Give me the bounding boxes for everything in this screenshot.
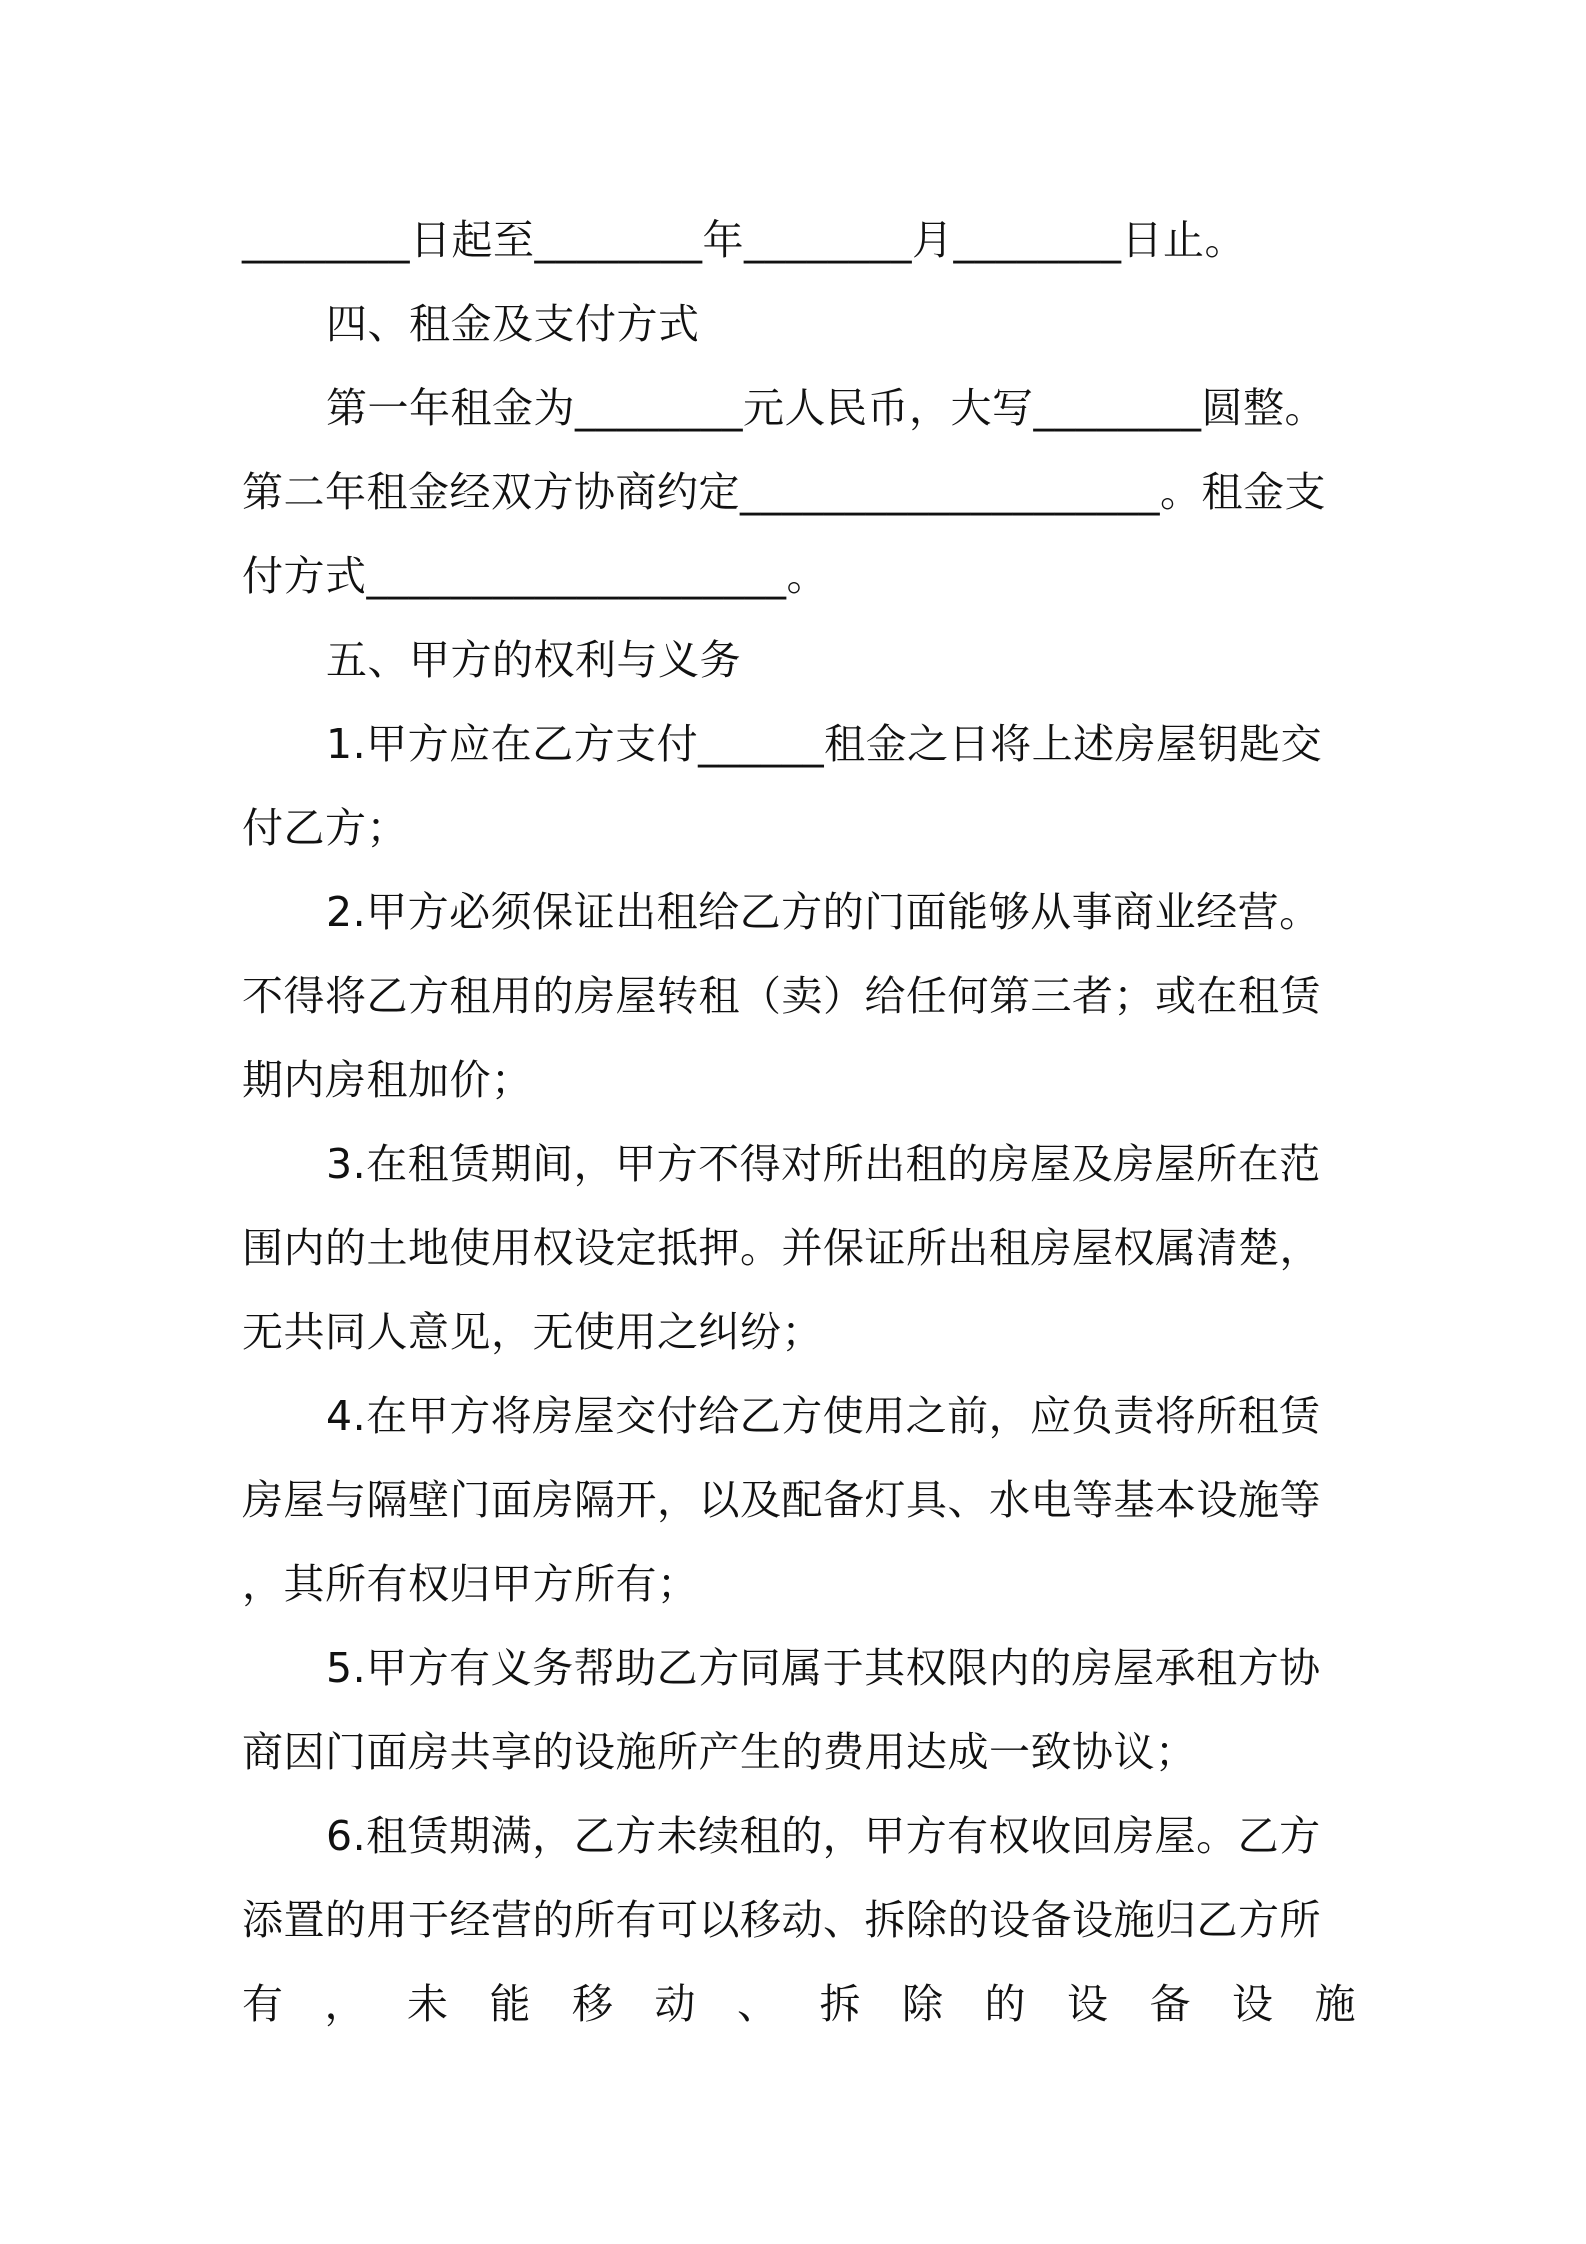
text-line: 第二年租金经双方协商约定____________________。租金支 [242,468,1326,516]
document-body [242,198,1356,2046]
spread-char: 设 [1232,1980,1274,2028]
text-line: 4.在甲方将房屋交付给乙方使用之前，应负责将所租赁 [326,1392,1321,1440]
text-line: 1.甲方应在乙方支付______租金之日将上述房屋钥匙交 [326,720,1323,768]
text-line: 3.在租赁期间，甲方不得对所出租的房屋及房屋所在范 [326,1140,1321,1188]
spread-char: 、 [737,1980,779,2028]
text-line: 添置的用于经营的所有可以移动、拆除的设备设施归乙方所 [242,1896,1321,1944]
spread-char: 有 [242,1980,284,2028]
text-line: 无共同人意见，无使用之纠纷； [242,1308,823,1356]
spread-char: 动 [654,1980,696,2028]
text-line-spread [242,1962,1356,2046]
text-line: 第一年租金为________元人民币，大写________圆整。 [326,384,1326,432]
text-line: 商因门面房共享的设施所产生的费用达成一致协议； [242,1728,1197,1776]
spread-char: 未 [407,1980,449,2028]
section-heading-rent: 四、租金及支付方式 [326,300,700,348]
text-line: 付乙方； [242,804,408,852]
text-line: ________日起至________年________月________日止。 [242,216,1246,264]
text-line: 不得将乙方租用的房屋转租（卖）给任何第三者；或在租赁 [242,972,1321,1020]
spread-char: 移 [572,1980,614,2028]
text-line: 房屋与隔壁门面房隔开，以及配备灯具、水电等基本设施等 [242,1476,1321,1524]
section-heading-rights: 五、甲方的权利与义务 [326,636,741,684]
text-line: 2.甲方必须保证出租给乙方的门面能够从事商业经营。 [326,888,1321,936]
text-line: 付方式____________________。 [242,552,828,600]
spread-char: 拆 [819,1980,861,2028]
spread-char: 施 [1314,1980,1356,2028]
text-line: ，其所有权归甲方所有； [242,1560,699,1608]
spread-char: 能 [489,1980,531,2028]
spread-char: 的 [984,1980,1026,2028]
spread-char: 设 [1067,1980,1109,2028]
spread-char: ， [324,1980,366,2028]
spread-char: 除 [902,1980,944,2028]
text-line: 5.甲方有义务帮助乙方同属于其权限内的房屋承租方协 [326,1644,1321,1692]
text-line: 6.租赁期满，乙方未续租的，甲方有权收回房屋。乙方 [326,1812,1321,1860]
spread-char: 备 [1149,1980,1191,2028]
text-line: 围内的土地使用权设定抵押。并保证所出租房屋权属清楚， [242,1224,1321,1272]
text-line: 期内房租加价； [242,1056,533,1104]
